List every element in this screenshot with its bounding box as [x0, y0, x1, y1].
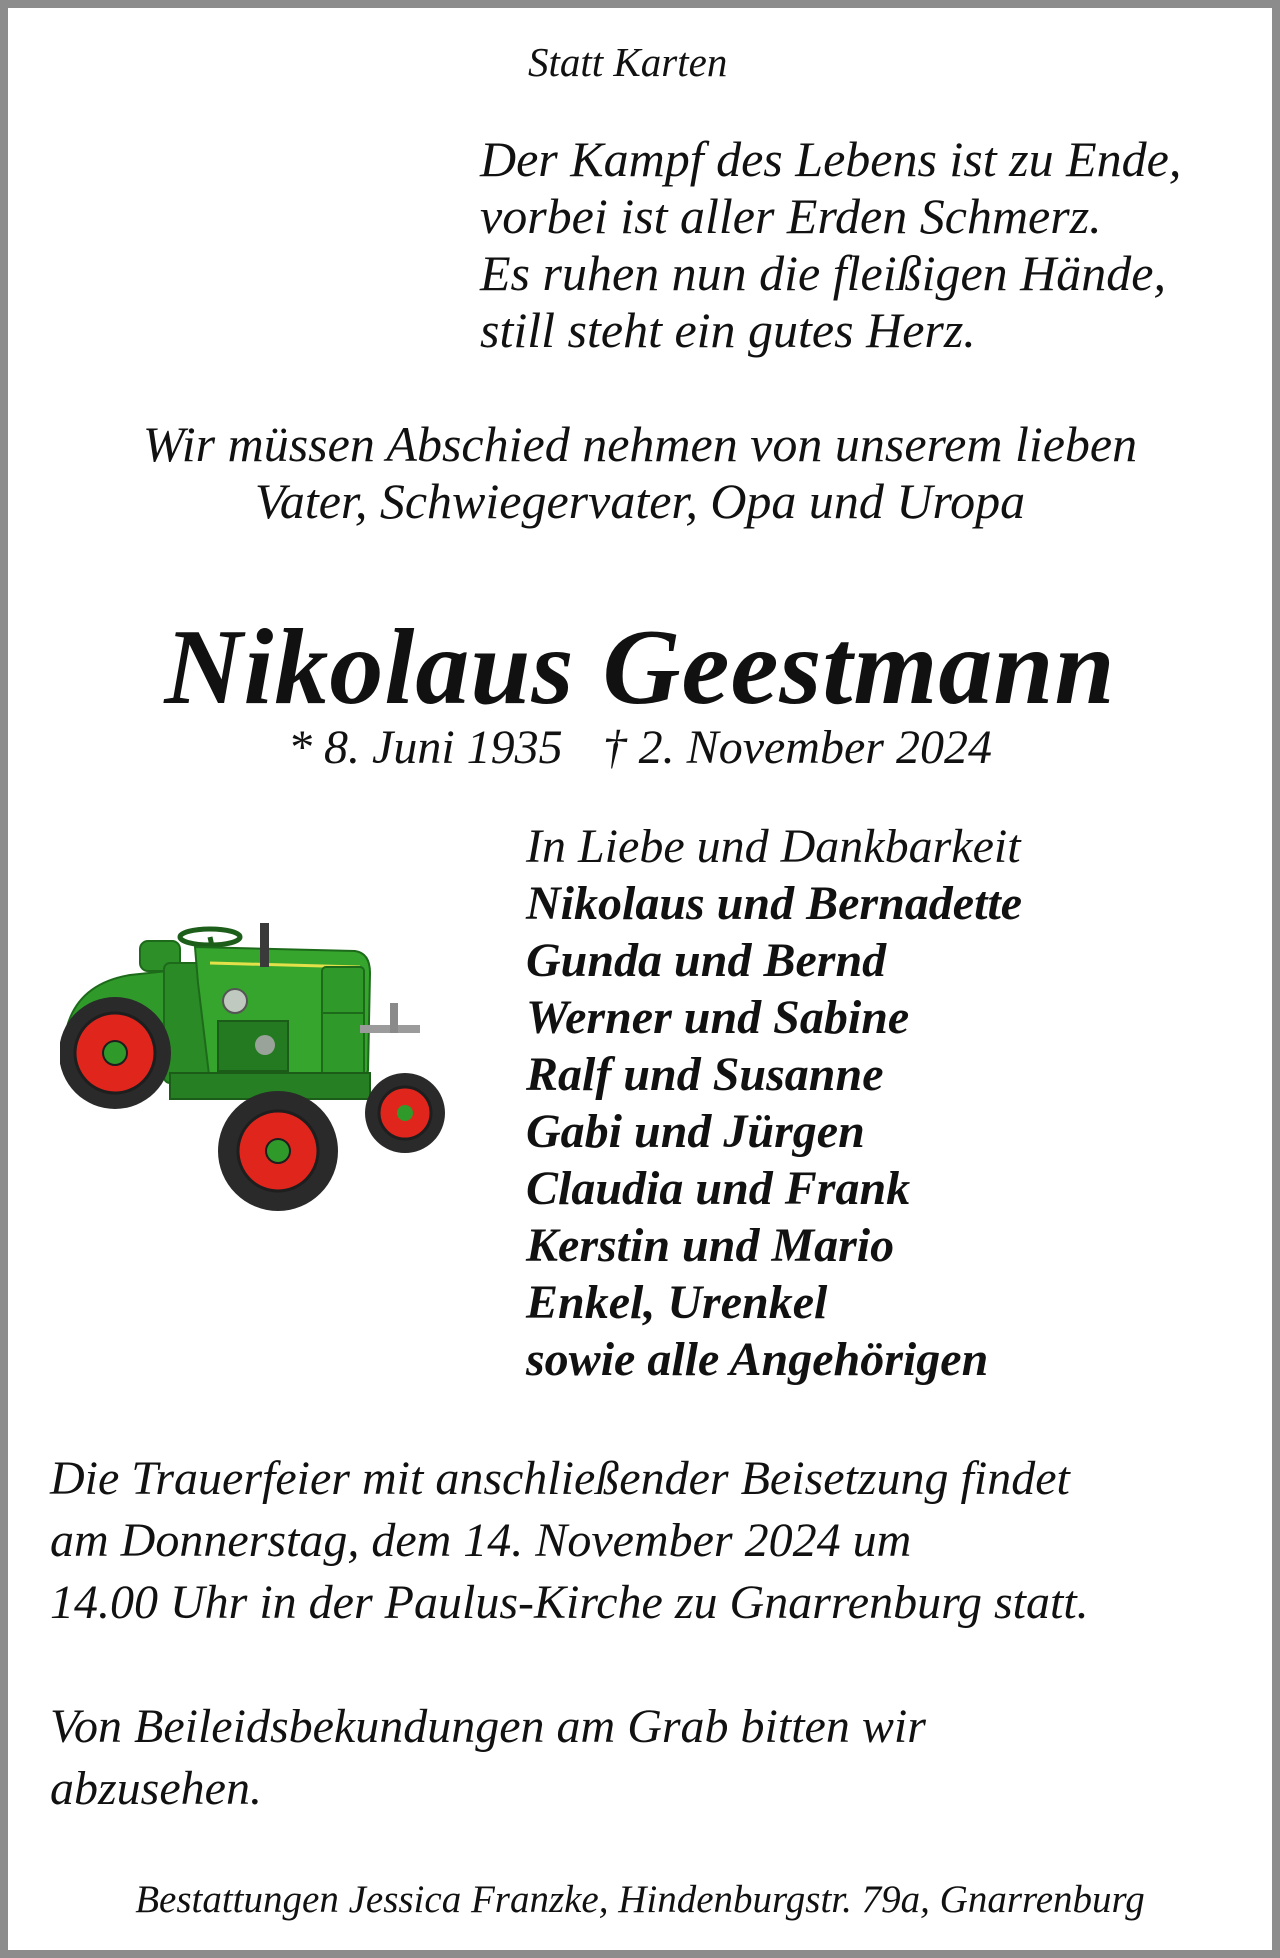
- family-member: Ralf und Susanne: [526, 1048, 884, 1101]
- family-member: Enkel, Urenkel: [526, 1276, 828, 1329]
- ceremony-line: am Donnerstag, dem 14. November 2024 um: [50, 1514, 912, 1567]
- family-member: Claudia und Frank: [526, 1162, 911, 1215]
- family-member: Kerstin und Mario: [526, 1219, 895, 1272]
- ceremony-line: Die Trauerfeier mit anschließender Beisetzung findet: [50, 1452, 1070, 1505]
- birth-date: * 8. Juni 1935: [288, 721, 563, 774]
- poem-line: Der Kampf des Lebens ist zu Ende,: [480, 131, 1182, 187]
- family-member: sowie alle Angehörigen: [526, 1333, 989, 1386]
- family-member: Gabi und Jürgen: [526, 1105, 865, 1158]
- family-member: Gunda und Bernd: [526, 934, 887, 987]
- family-member: Nikolaus und Bernadette: [526, 877, 1023, 930]
- death-date: † 2. November 2024: [602, 721, 992, 774]
- family-member: Werner und Sabine: [526, 991, 910, 1044]
- poem-line: Es ruhen nun die fleißigen Hände,: [480, 245, 1166, 301]
- deceased-name: Nikolaus Geestmann: [164, 608, 1116, 727]
- intro-line: Wir müssen Abschied nehmen von unserem lieben: [142, 416, 1138, 472]
- condolence-line: abzusehen.: [50, 1762, 262, 1815]
- ceremony-info: [50, 1448, 1089, 1634]
- poem: [480, 131, 1181, 359]
- life-dates: [8, 720, 1272, 776]
- poem-line: still steht ein gutes Herz.: [480, 302, 976, 358]
- intro-line: Vater, Schwiegervater, Opa und Uropa: [254, 473, 1026, 529]
- family-heading: In Liebe und Dankbarkeit: [526, 820, 1021, 873]
- ceremony-line: 14.00 Uhr in der Paulus-Kirche zu Gnarrenburg statt.: [50, 1576, 1089, 1629]
- family-list: [526, 818, 1022, 1388]
- poem-line: vorbei ist aller Erden Schmerz.: [480, 188, 1102, 244]
- condolence-line: Von Beileidsbekundungen am Grab bitten wir: [50, 1700, 926, 1753]
- condolence-note: [50, 1696, 926, 1820]
- tractor-image: [60, 923, 470, 1223]
- statt-karten-label: Statt Karten: [528, 39, 728, 85]
- funeral-home-footer: Bestattungen Jessica Franzke, Hindenburgstr. 79a, Gnarrenburg: [135, 1878, 1145, 1921]
